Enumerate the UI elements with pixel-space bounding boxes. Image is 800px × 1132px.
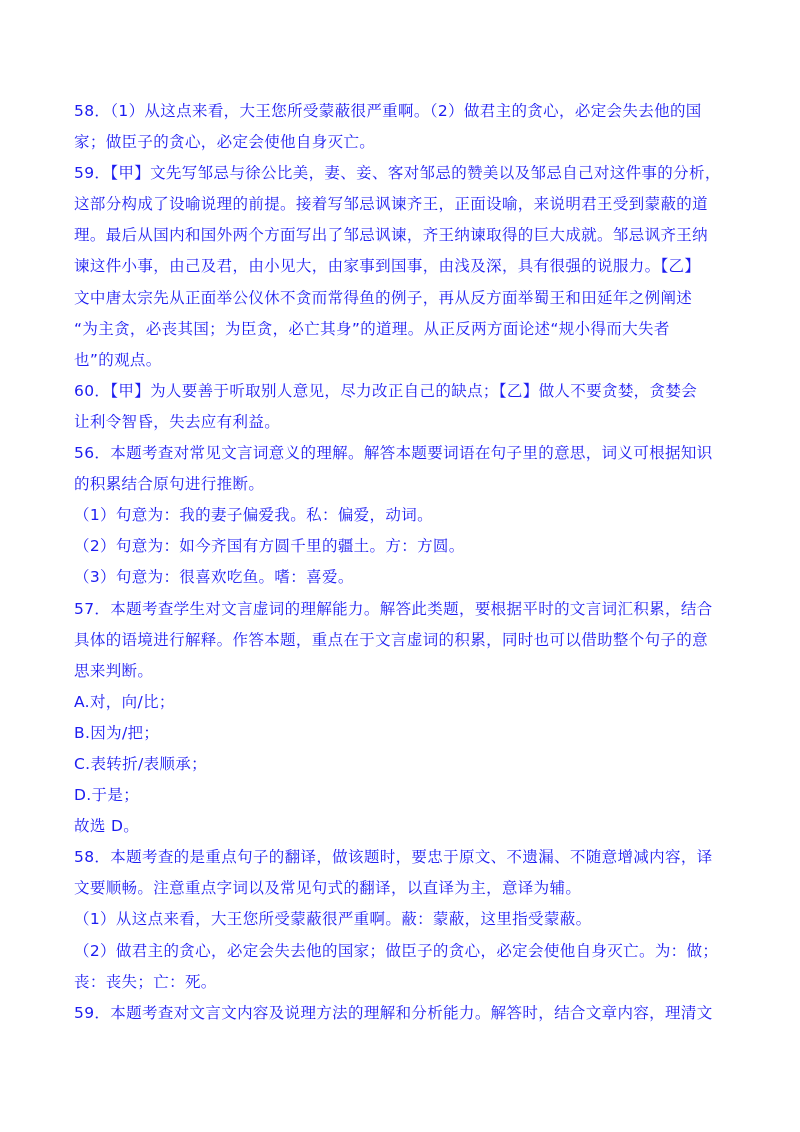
text-line: 也”的观点。 xyxy=(74,350,162,369)
text-line: 让利令智昏，失去应有利益。 xyxy=(74,412,281,431)
text-line: 家；做臣子的贪心，必定会使他自身灭亡。 xyxy=(74,133,376,152)
text-line: （1）句意为：我的妻子偏爱我。私：偏爱，动词。 xyxy=(74,506,433,525)
text-line: 故选 D。 xyxy=(74,817,140,836)
text-line: （3）句意为：很喜欢吃鱼。嗜：喜爱。 xyxy=(74,568,354,587)
text-line: （2）句意为：如今齐国有方圆千里的疆土。方：方圆。 xyxy=(74,537,465,556)
text-line: （2）做君主的贪心，必定会失去他的国家；做臣子的贪心，必定会使他自身灭亡。为：做； xyxy=(74,941,719,960)
text-line: B.因为/把； xyxy=(74,723,160,742)
text-line: A.对，向/比； xyxy=(74,692,175,711)
text-line: 思来判断。 xyxy=(74,661,154,680)
text-line: 60．【甲】为人要善于听取别人意见，尽力改正自己的缺点；【乙】做人不要贪婪，贪婪会 xyxy=(74,381,698,400)
text-line: 丧：丧失；亡：死。 xyxy=(74,972,217,991)
text-line: 58．本题考查的是重点句子的翻译，做该题时，要忠于原文、不遗漏、不随意增减内容，译 xyxy=(74,848,713,867)
text-line: 56．本题考查对常见文言词意义的理解。解答本题要词语在句子里的意思，词义可根据知识 xyxy=(74,444,713,463)
text-line: 57．本题考查学生对文言虚词的理解能力。解答此类题，要根据平时的文言词汇积累，结合 xyxy=(74,599,713,618)
text-line: 59．【甲】文先写邹忌与徐公比美，妻、妾、客对邹忌的赞美以及邹忌自己对这件事的分析， xyxy=(74,164,721,183)
text-line: 这部分构成了设喻说理的前提。接着写邹忌讽谏齐王，正面设喻，来说明君王受到蒙蔽的道 xyxy=(74,195,709,214)
text-line: 理。最后从国内和国外两个方面写出了邹忌讽谏，齐王纳谏取得的巨大成就。邹忌讽齐王纳 xyxy=(74,226,709,245)
text-line: D.于是； xyxy=(74,786,140,805)
text-line: 59．本题考查对文言文内容及说理方法的理解和分析能力。解答时，结合文章内容，理清文 xyxy=(74,1003,713,1022)
text-line: 的积累结合原句进行推断。 xyxy=(74,475,265,494)
text-line: 具体的语境进行解释。作答本题，重点在于文言虚词的积累，同时也可以借助整个句子的意 xyxy=(74,630,709,649)
answer-text-block xyxy=(74,96,726,1029)
text-line: 文要顺畅。注意重点字词以及常见句式的翻译，以直译为主，意译为辅。 xyxy=(74,879,582,898)
text-line: “为主贪，必丧其国；为臣贪，必亡其身”的道理。从正反两方面论述“规小得而大失者 xyxy=(74,319,670,338)
text-line: C.表转折/表顺承； xyxy=(74,754,207,773)
text-line: 58．（1）从这点来看，大王您所受蒙蔽很严重啊。（2）做君主的贪心，必定会失去他的国 xyxy=(74,102,702,120)
text-line: 文中唐太宗先从正面举公仪休不贪而常得鱼的例子，再从反方面举蜀王和田延年之例阐述 xyxy=(74,288,693,307)
text-line: （1）从这点来看，大王您所受蒙蔽很严重啊。蔽：蒙蔽，这里指受蒙蔽。 xyxy=(74,910,592,929)
text-line: 谏这件小事，由己及君，由小见大，由家事到国事，由浅及深，具有很强的说服力。【乙】 xyxy=(74,257,701,276)
